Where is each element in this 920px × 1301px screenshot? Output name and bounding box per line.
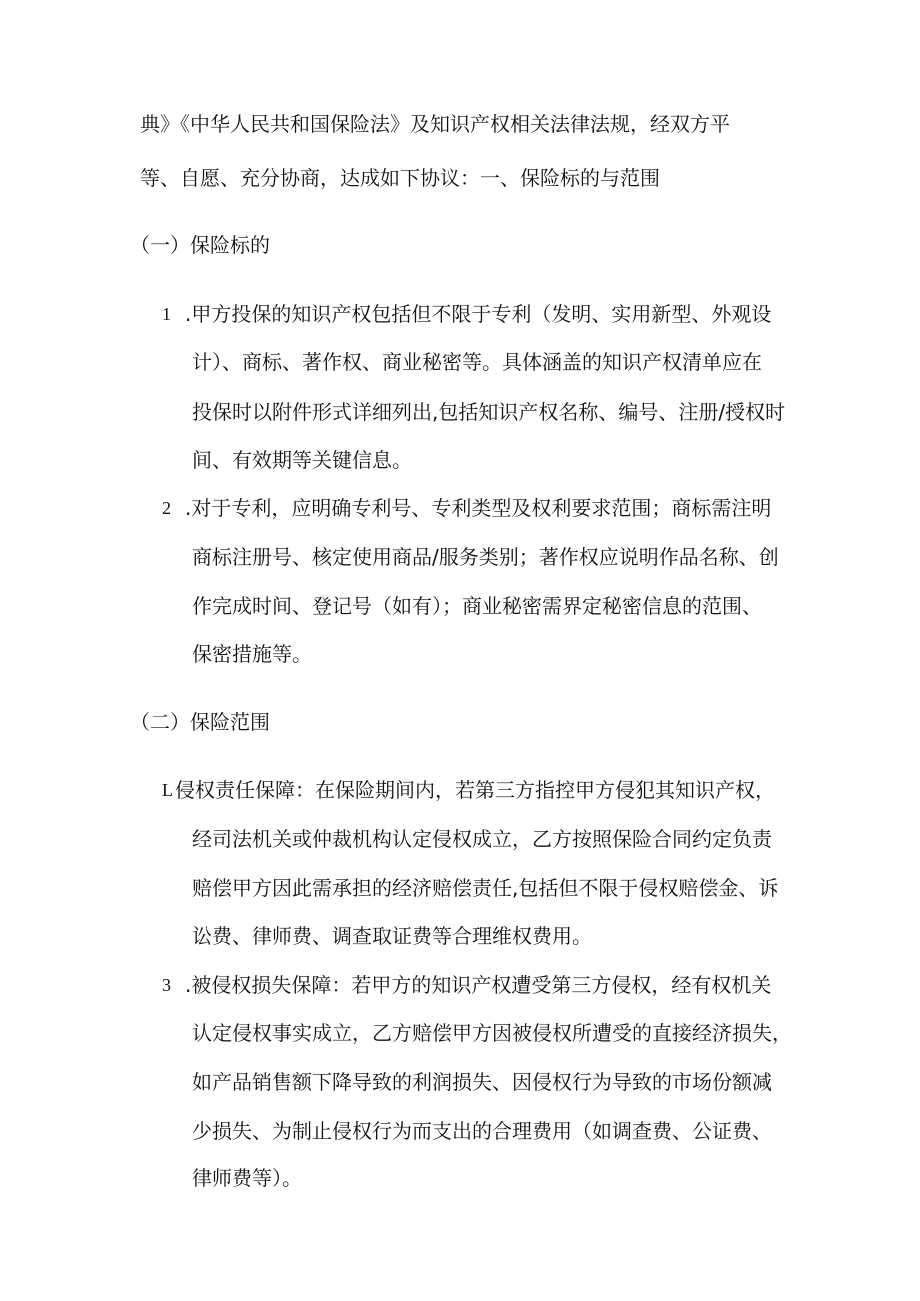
section-heading-subject: （一）保险标的 <box>130 233 270 257</box>
item-text-line: 认定侵权事实成立，乙方赔偿甲方因被侵权所遭受的直接经济损失， <box>192 1021 792 1045</box>
item-text-line: .对于专利，应明确专利号、专利类型及权利要求范围；商标需注明 <box>185 496 772 520</box>
item-number: L <box>162 780 173 800</box>
item-text-line: 讼费、律师费、调查取证费等合理维权费用。 <box>192 924 592 948</box>
item-text-line: .甲方投保的知识产权包括但不限于专利（发明、实用新型、外观设 <box>185 302 772 326</box>
item-number: 2 <box>162 498 171 518</box>
item-text-line: 保密措施等。 <box>192 642 312 666</box>
item-text-line: .被侵权损失保障：若甲方的知识产权遭受第三方侵权，经有权机关 <box>185 973 772 997</box>
item-text-line: 如产品销售额下降导致的利润损失、因侵权行为导致的市场份额减 <box>192 1070 772 1094</box>
section-heading-scope: （二）保险范围 <box>130 710 270 734</box>
item-text-line: 间、有效期等关键信息。 <box>192 448 412 472</box>
item-number: 3 <box>162 975 171 995</box>
item-text-line: 律师费等）。 <box>192 1166 302 1190</box>
item-number: 1 <box>162 304 171 324</box>
item-text-line: 经司法机关或仲裁机构认定侵权成立，乙方按照保险合同约定负责 <box>192 827 772 851</box>
intro-line-2: 等、自愿、充分协商，达成如下协议：一、保险标的与范围 <box>140 166 660 190</box>
item-text-line: 计）、商标、著作权、商业秘密等。具体涵盖的知识产权清单应在 <box>192 350 762 374</box>
item-text-line: 作完成时间、登记号（如有）；商业秘密需界定秘密信息的范围、 <box>192 594 762 618</box>
intro-line-1: 典》《中华人民共和国保险法》及知识产权相关法律法规，经双方平 <box>140 112 730 136</box>
item-text-line: 投保时以附件形式详细列出,包括知识产权名称、编号、注册/授权时 <box>192 400 786 424</box>
item-text-line: 少损失、为制止侵权行为而支出的合理费用（如调查费、公证费、 <box>192 1119 772 1143</box>
item-text-line: 侵权责任保障：在保险期间内，若第三方指控甲方侵犯其知识产权， <box>175 778 775 802</box>
item-text-line: 赔偿甲方因此需承担的经济赔偿责任,包括但不限于侵权赔偿金、诉 <box>192 876 779 900</box>
item-text-line: 商标注册号、核定使用商品/服务类别；著作权应说明作品名称、创 <box>192 545 779 569</box>
